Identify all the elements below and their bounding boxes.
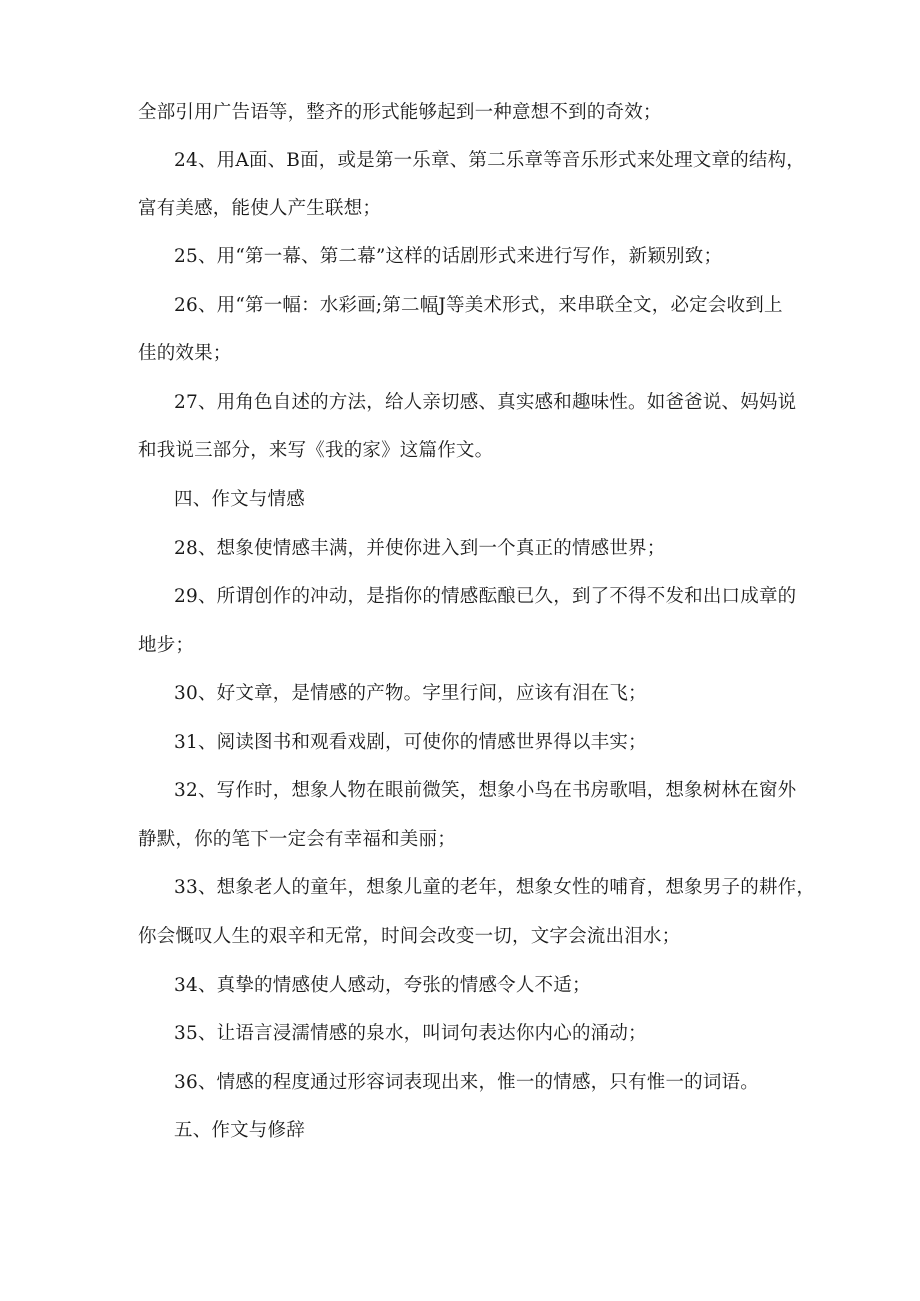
list-item-25: 25、用“第一幕、第二幕”这样的话剧形式来进行写作，新颖别致；: [174, 246, 723, 267]
list-item-36: 36、情感的程度通过形容词表现出来，惟一的情感，只有惟一的词语。: [174, 1072, 759, 1093]
list-item-29: 29、所谓创作的冲动，是指你的情感酝酿已久，到了不得不发和出口成章的: [174, 586, 797, 607]
list-item-28: 28、想象使情感丰满，并使你进入到一个真正的情感世界；: [174, 538, 666, 559]
text-line-continuation: 全部引用广告语等，整齐的形式能够起到一种意想不到的奇效；: [138, 102, 662, 123]
section-heading-4: 四、作文与情感: [174, 489, 305, 510]
text-line-continuation: 你会慨叹人生的艰辛和无常，时间会改变一切，文字会流出泪水；: [138, 926, 681, 947]
text-line-continuation: 和我说三部分，来写《我的家》这篇作文。: [138, 440, 494, 461]
text-line-continuation: 静默，你的笔下一定会有幸福和美丽；: [138, 829, 456, 850]
text-line-continuation: 地步；: [138, 635, 195, 656]
text-line-continuation: 富有美感，能使人产生联想；: [138, 198, 382, 219]
list-item-35: 35、让语言浸濡情感的泉水，叫词句表达你内心的涌动；: [174, 1023, 647, 1044]
list-item-32: 32、写作时，想象人物在眼前微笑，想象小鸟在书房歌唱，想象树林在窗外: [174, 780, 797, 801]
list-item-31: 31、阅读图书和观看戏剧，可使你的情感世界得以丰实；: [174, 732, 647, 753]
section-heading-5: 五、作文与修辞: [174, 1120, 305, 1141]
list-item-26: 26、用“第一幅：水彩画;第二幅J等美术形式，来串联全文，必定会收到上: [174, 295, 783, 316]
text-line-continuation: 佳的效果；: [138, 343, 232, 364]
list-item-33: 33、想象老人的童年，想象儿童的老年，想象女性的哺育，想象男子的耕作，: [174, 877, 816, 898]
list-item-30: 30、好文章，是情感的产物。字里行间，应该有泪在飞；: [174, 683, 647, 704]
list-item-24: 24、用A面、B面，或是第一乐章、第二乐章等音乐形式来处理文章的结构，: [174, 150, 805, 171]
list-item-34: 34、真挚的情感使人感动，夸张的情感令人不适；: [174, 975, 591, 996]
list-item-27: 27、用角色自述的方法，给人亲切感、真实感和趣味性。如爸爸说、妈妈说: [174, 392, 797, 413]
